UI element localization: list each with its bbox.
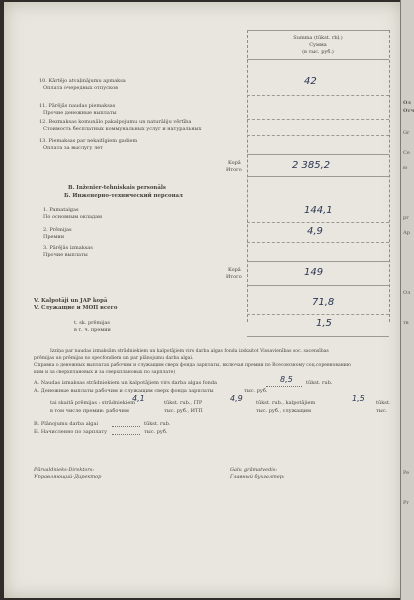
row2-2-rule [247, 242, 389, 243]
v-row-ru: V. Служащие и МОП всего [34, 305, 118, 311]
total2-rule [247, 285, 389, 286]
strip-fragment: тв [403, 320, 409, 326]
row-13-rule [247, 154, 389, 155]
strip-fragment: Ар [403, 230, 410, 236]
total1-ru: Итого [226, 167, 242, 173]
row-11-lv: 11. Pārējās naudas piemaksas [39, 103, 116, 109]
notes-b-ru-end: тыс. [376, 408, 388, 414]
notes-a-ru: A. Денежные выплаты рабочим и служащим сверх фонда зарплаты [34, 388, 214, 394]
row-10-rule [247, 95, 389, 96]
row2-2-ru: Премии [43, 234, 65, 240]
row2-1-rule [247, 222, 389, 223]
row-10-lv: 10. Kārtējo atvaļinājumu apmaksa [39, 78, 126, 84]
notes-b-ru-mid: тыс. руб., ИТП [164, 408, 203, 414]
header-top-rule [247, 30, 389, 31]
row2-3-ru: Прочие выплаты [43, 252, 88, 258]
notes-b-ru-mid2: тыс. руб., служащим [256, 408, 312, 414]
v-sub-ru: в т. ч. премии [74, 327, 111, 333]
notes-c-lv: B. Plānojumu darba algai [34, 421, 99, 427]
header-col-ru-unit: (в тыс. руб.) [302, 49, 334, 55]
strip-fragment: Ce [403, 150, 410, 156]
total2-lv: Kopā [228, 267, 241, 273]
notes-a-underline [266, 386, 302, 387]
header-col-ru: Сумма [309, 42, 327, 48]
header-bottom-rule [247, 59, 389, 60]
section-b-ru: Б. Инженерно-технический персонал [64, 193, 183, 199]
notes-b-ru: в том числе премии: рабочим [50, 408, 129, 414]
signature-director-ru: Управляющий-Директор [34, 474, 102, 480]
strip-fragment: Ол [403, 290, 411, 296]
signature-director-lv: Pārvaldnieks-Direktors: [34, 467, 95, 473]
row-11-rule [247, 119, 389, 120]
notes-a-ru-unit: тыс. руб. [244, 388, 268, 394]
v-row-rule [247, 314, 389, 315]
row-13-lv: 13. Piemaksas par nekaitīgiem gadiem [39, 138, 138, 144]
row-12-lv: 12. Bezmaksas komunālo pakalpojumu un naturāliju vērtība [39, 119, 192, 125]
notes-a-lv: A. Naudas izmaksas strādniekiem un kalpotājiem virs darba algas fonda [34, 380, 218, 386]
row-12-ru: Стоимость бесплатных коммунальных услуг и натуральных [43, 126, 202, 132]
notes-b-end: tūkst. [376, 400, 391, 406]
row-11-ru: Прочие денежные выплаты [43, 110, 117, 116]
row-10-value: 42 [304, 76, 317, 87]
row-10-ru: Оплата очередных отпусков [43, 85, 118, 91]
signature-accountant-lv: Galv. grāmatvedis: [230, 467, 278, 473]
notes-c-ru: Б. Начисленно по зарплату [34, 429, 108, 435]
strip-fragment: Pr [403, 500, 409, 506]
notes-c-ru-unit: тыс. руб. [144, 429, 168, 435]
notes-p1-lv: Izziņa par naudas izmaksām strādniekiem un kalpotājiem virs darba algas fonda izskaitot Vissavienības soc. sacensības [50, 349, 329, 354]
row2-1-value: 144,1 [304, 205, 333, 216]
total2-value: 149 [304, 267, 324, 278]
row2-3-rule [247, 261, 389, 262]
v-row-value: 71,8 [312, 297, 335, 308]
adjacent-page-strip [400, 0, 414, 600]
v-sub-value: 1,5 [316, 318, 332, 329]
strip-fragment: Ол [403, 100, 411, 106]
row2-2-value: 4,9 [307, 226, 323, 237]
notes-b-lv: tai skaitā prēmijas : strādniekiem [50, 400, 136, 406]
notes-p1-lv2: prēmijas un prēmijas no specfondiem un par plānojumu darba algai. [34, 356, 194, 361]
notes-a-unit: tūkst. rub. [306, 380, 333, 386]
strip-fragment: Отч [403, 108, 414, 114]
column-divider-right [389, 30, 390, 322]
row2-2-lv: 2. Prēmijas [43, 227, 72, 233]
total1-lv: Kopā [228, 160, 241, 166]
notes-b-value-2: 4,9 [230, 394, 243, 403]
notes-a-value: 8,5 [280, 375, 293, 384]
row2-3-lv: 3. Pārējās izmaksas [43, 245, 93, 251]
section-b-lv: B. Inženier-tehniskais personāls [68, 185, 166, 191]
notes-b-value-3: 1,5 [352, 394, 365, 403]
notes-p1-ru: Справка о денежных выплатах рабочим и служащим сверх фонда зарплаты, включая премии по Всесоюзному соц.соревнованию [34, 363, 351, 368]
signature-accountant-ru: Главный бухгалтер: [230, 474, 285, 480]
row2-1-lv: 1. Pamatalgas [43, 207, 79, 213]
document-sheet [4, 2, 402, 598]
row-12-rule [247, 135, 389, 136]
notes-c-ru-underline [112, 434, 140, 435]
notes-b-value-1: 4,1 [132, 394, 145, 403]
v-sub-rule [247, 336, 389, 337]
notes-b-mid: tūkst. rub., ITP [164, 400, 203, 406]
notes-c-unit: tūkst. rub. [144, 421, 171, 427]
strip-fragment: pr [403, 215, 409, 221]
strip-fragment: Gr [403, 130, 410, 136]
header-col-lv: Summa (tūkst. rbļ.) [293, 35, 343, 41]
v-row-lv: V. Kalpotāji un JAP kopā [34, 298, 108, 304]
row2-1-ru: По основным окладам [43, 214, 102, 220]
strip-fragment: ю [403, 165, 408, 171]
total1-value: 2 385,2 [292, 160, 331, 171]
strip-fragment: Pe [403, 470, 410, 476]
total2-ru: Итого [226, 274, 242, 280]
notes-c-underline [112, 426, 140, 427]
row-13-ru: Оплата за выслугу лет [43, 145, 103, 151]
notes-b-mid2: tūkst. rub., kalpotājiem [256, 400, 316, 406]
notes-p1-ru2: ким и за сверхплановых и за сверхплановых по зарплате) [34, 370, 176, 375]
v-sub-lv: t. sk. prēmijas [74, 320, 110, 326]
total1-rule [247, 176, 389, 177]
